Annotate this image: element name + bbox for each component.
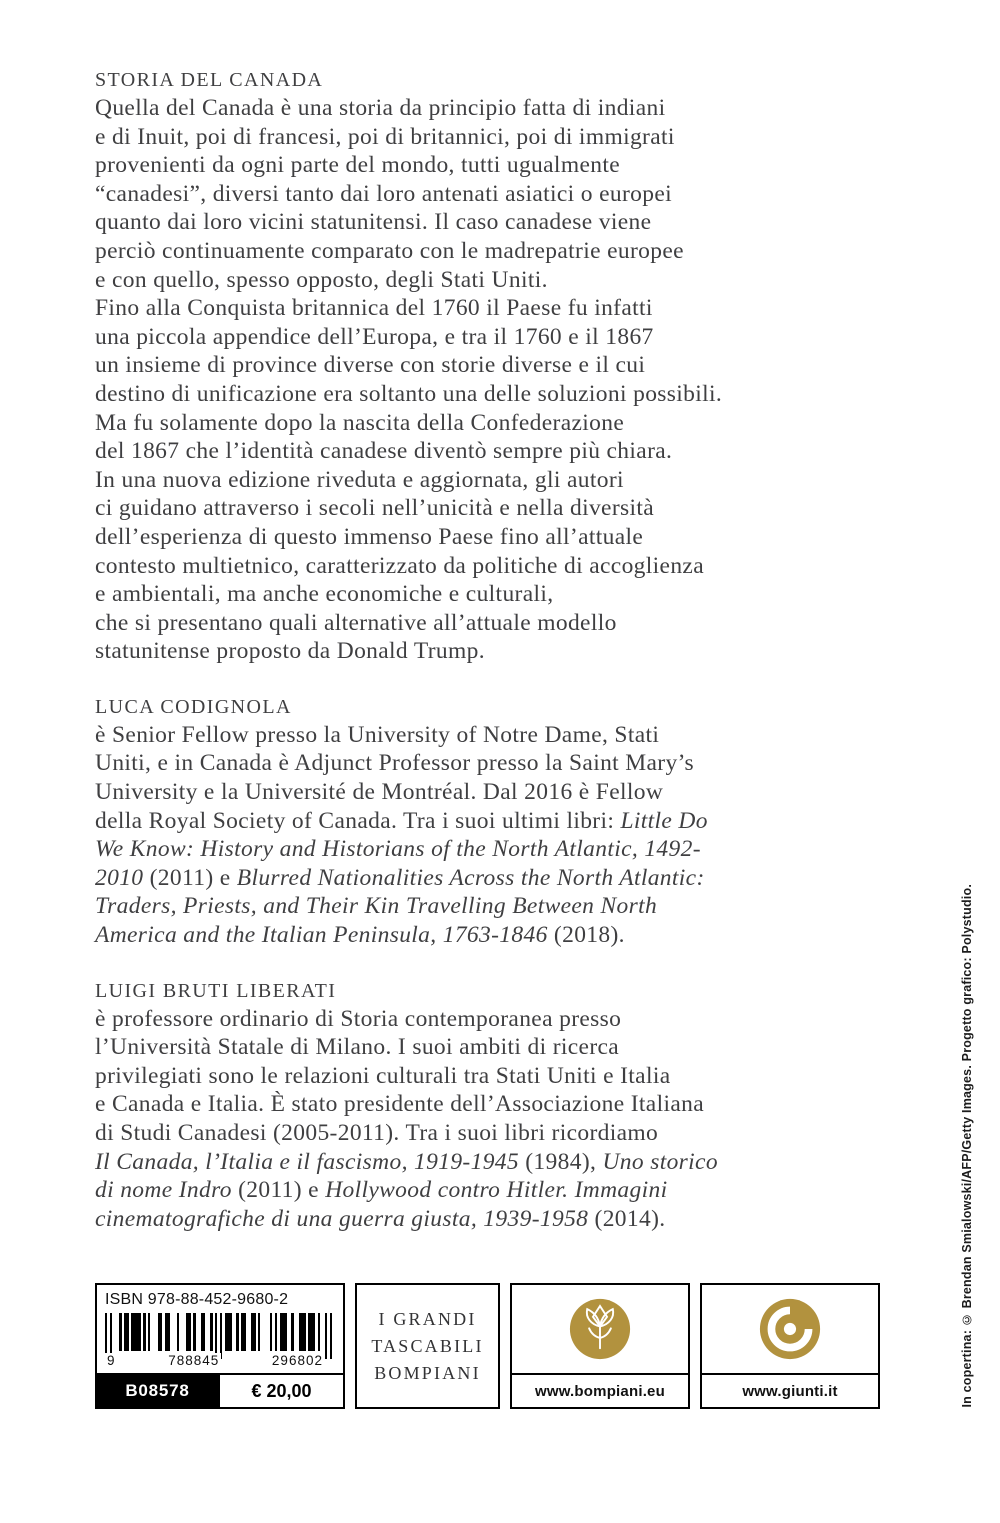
text-line: Fino alla Conquista britannica del 1760 il Paese fu infatti: [95, 295, 653, 322]
text-line: e di Inuit, poi di francesi, poi di britannici, poi di immigrati: [95, 123, 675, 150]
text-line: di nome Indro (2011) e Hollywood contro Hitler. Immagini: [95, 1177, 668, 1204]
text-line: We Know: History and Historians of the North Atlantic, 1492-: [95, 836, 701, 863]
text-line: Quella del Canada è una storia da principio fatta di indiani: [95, 95, 666, 121]
text-line: Uniti, e in Canada è Adjunct Professor presso la Saint Mary’s: [95, 750, 694, 777]
barcode-digit-group: 9: [107, 1353, 116, 1368]
isbn-label: ISBN 978-88-452-9680-2: [105, 1291, 289, 1308]
text-line: America and the Italian Peninsula, 1763-1846 (2018).: [95, 922, 625, 949]
text-line: che si presentano quali alternative all’attuale modello: [95, 609, 617, 636]
giunti-box: [700, 1283, 880, 1409]
isbn-column: [95, 1283, 345, 1409]
text-line: una piccola appendice dell’Europa, e tra il 1760 e il 1867: [95, 323, 654, 350]
text-line: contesto multietnico, caratterizzato da politiche di accoglienza: [95, 552, 704, 579]
barcode-digits: [105, 1353, 335, 1368]
edition-code-badge: B08578: [95, 1373, 220, 1409]
price-row: [95, 1373, 345, 1409]
text-line: e con quello, spesso opposto, degli Stati Uniti.: [95, 266, 548, 293]
bompiani-box: [510, 1283, 690, 1409]
text-line: e Canada e Italia. È stato presidente dell’Associazione Italiana: [95, 1091, 704, 1118]
text-line: è Senior Fellow presso la University of Notre Dame, Stati: [95, 721, 660, 748]
text-line: provenienti da ogni parte del mondo, tutti ugualmente: [95, 152, 620, 179]
bompiani-flower-icon: [512, 1285, 688, 1373]
text-line: In una nuova edizione riveduta e aggiornata, gli autori: [95, 466, 624, 493]
section-heading: LUCA CODIGNOLA: [95, 695, 292, 718]
text-line: ci guidano attraverso i secoli nell’unicità e nella diversità: [95, 495, 655, 522]
section-heading: STORIA DEL CANADA: [95, 69, 324, 91]
text-line: statunitense proposto da Donald Trump.: [95, 638, 485, 665]
content-blocks: [95, 66, 875, 1233]
text-line: del 1867 che l’identità canadese diventò sempre più chiara.: [95, 438, 673, 465]
section-heading: LUIGI BRUTI LIBERATI: [95, 979, 337, 1002]
brand-line: I GRANDI: [378, 1308, 477, 1329]
price-label: € 20,00: [220, 1373, 345, 1409]
text-line: dell’esperienza di questo immenso Paese fino all’attuale: [95, 523, 644, 550]
text-line: perciò continuamente comparato con le madrepatrie europee: [95, 237, 684, 264]
paragraph: [95, 94, 875, 666]
isbn-box: [95, 1283, 345, 1375]
photo-credit-caption: In copertina: © Brendan Smialowski/AFP/Getty Images. Progetto grafico: Polystudio.: [960, 884, 974, 1408]
text-line: 2010 (2011) e Blurred Nationalities Across the North Atlantic:: [95, 864, 705, 891]
giunti-spiral-icon: [702, 1285, 878, 1373]
giunti-url: www.giunti.it: [702, 1373, 878, 1407]
text-line: quanto dai loro vicini statunitensi. Il caso canadese viene: [95, 209, 652, 236]
text-line: destino di unificazione era soltanto una delle soluzioni possibili.: [95, 380, 723, 407]
text-line: è professore ordinario di Storia contemporanea presso: [95, 1005, 622, 1032]
barcode-digit-group: 296802: [271, 1353, 323, 1368]
text-line: Il Canada, l’Italia e il fascismo, 1919-1945 (1984), Uno storico: [95, 1148, 718, 1175]
text-line: Ma fu solamente dopo la nascita della Confederazione: [95, 409, 625, 436]
text-line: di Studi Canadesi (2005-2011). Tra i suoi libri ricordiamo: [95, 1120, 659, 1146]
paragraph: [95, 721, 875, 950]
text-line: “canadesi”, diversi tanto dai loro antenati asiatici o europei: [95, 180, 672, 207]
barcode-digit-group: 788845: [168, 1353, 220, 1368]
series-brand-box: [355, 1283, 500, 1409]
text-line: University e la Université de Montréal. Dal 2016 è Fellow: [95, 779, 664, 806]
text-line: cinematografiche di una guerra giusta, 1939-1958 (2014).: [95, 1205, 666, 1232]
brand-line: BOMPIANI: [374, 1362, 481, 1383]
text-line: l’Università Statale di Milano. I suoi ambiti di ricerca: [95, 1034, 620, 1061]
text-line: della Royal Society of Canada. Tra i suoi ultimi libri: Little Do: [95, 807, 708, 834]
text-line: Traders, Priests, and Their Kin Travelling Between North: [95, 893, 658, 920]
paragraph: [95, 1005, 875, 1234]
text-line: un insieme di province diverse con storie diverse e il cui: [95, 352, 646, 379]
bompiani-url: www.bompiani.eu: [512, 1373, 688, 1407]
text-line: e ambientali, ma anche economiche e culturali,: [95, 581, 554, 608]
brand-line: TASCABILI: [371, 1335, 484, 1356]
footer-row: [95, 1283, 880, 1409]
text-line: privilegiati sono le relazioni culturali tra Stati Uniti e Italia: [95, 1062, 671, 1089]
